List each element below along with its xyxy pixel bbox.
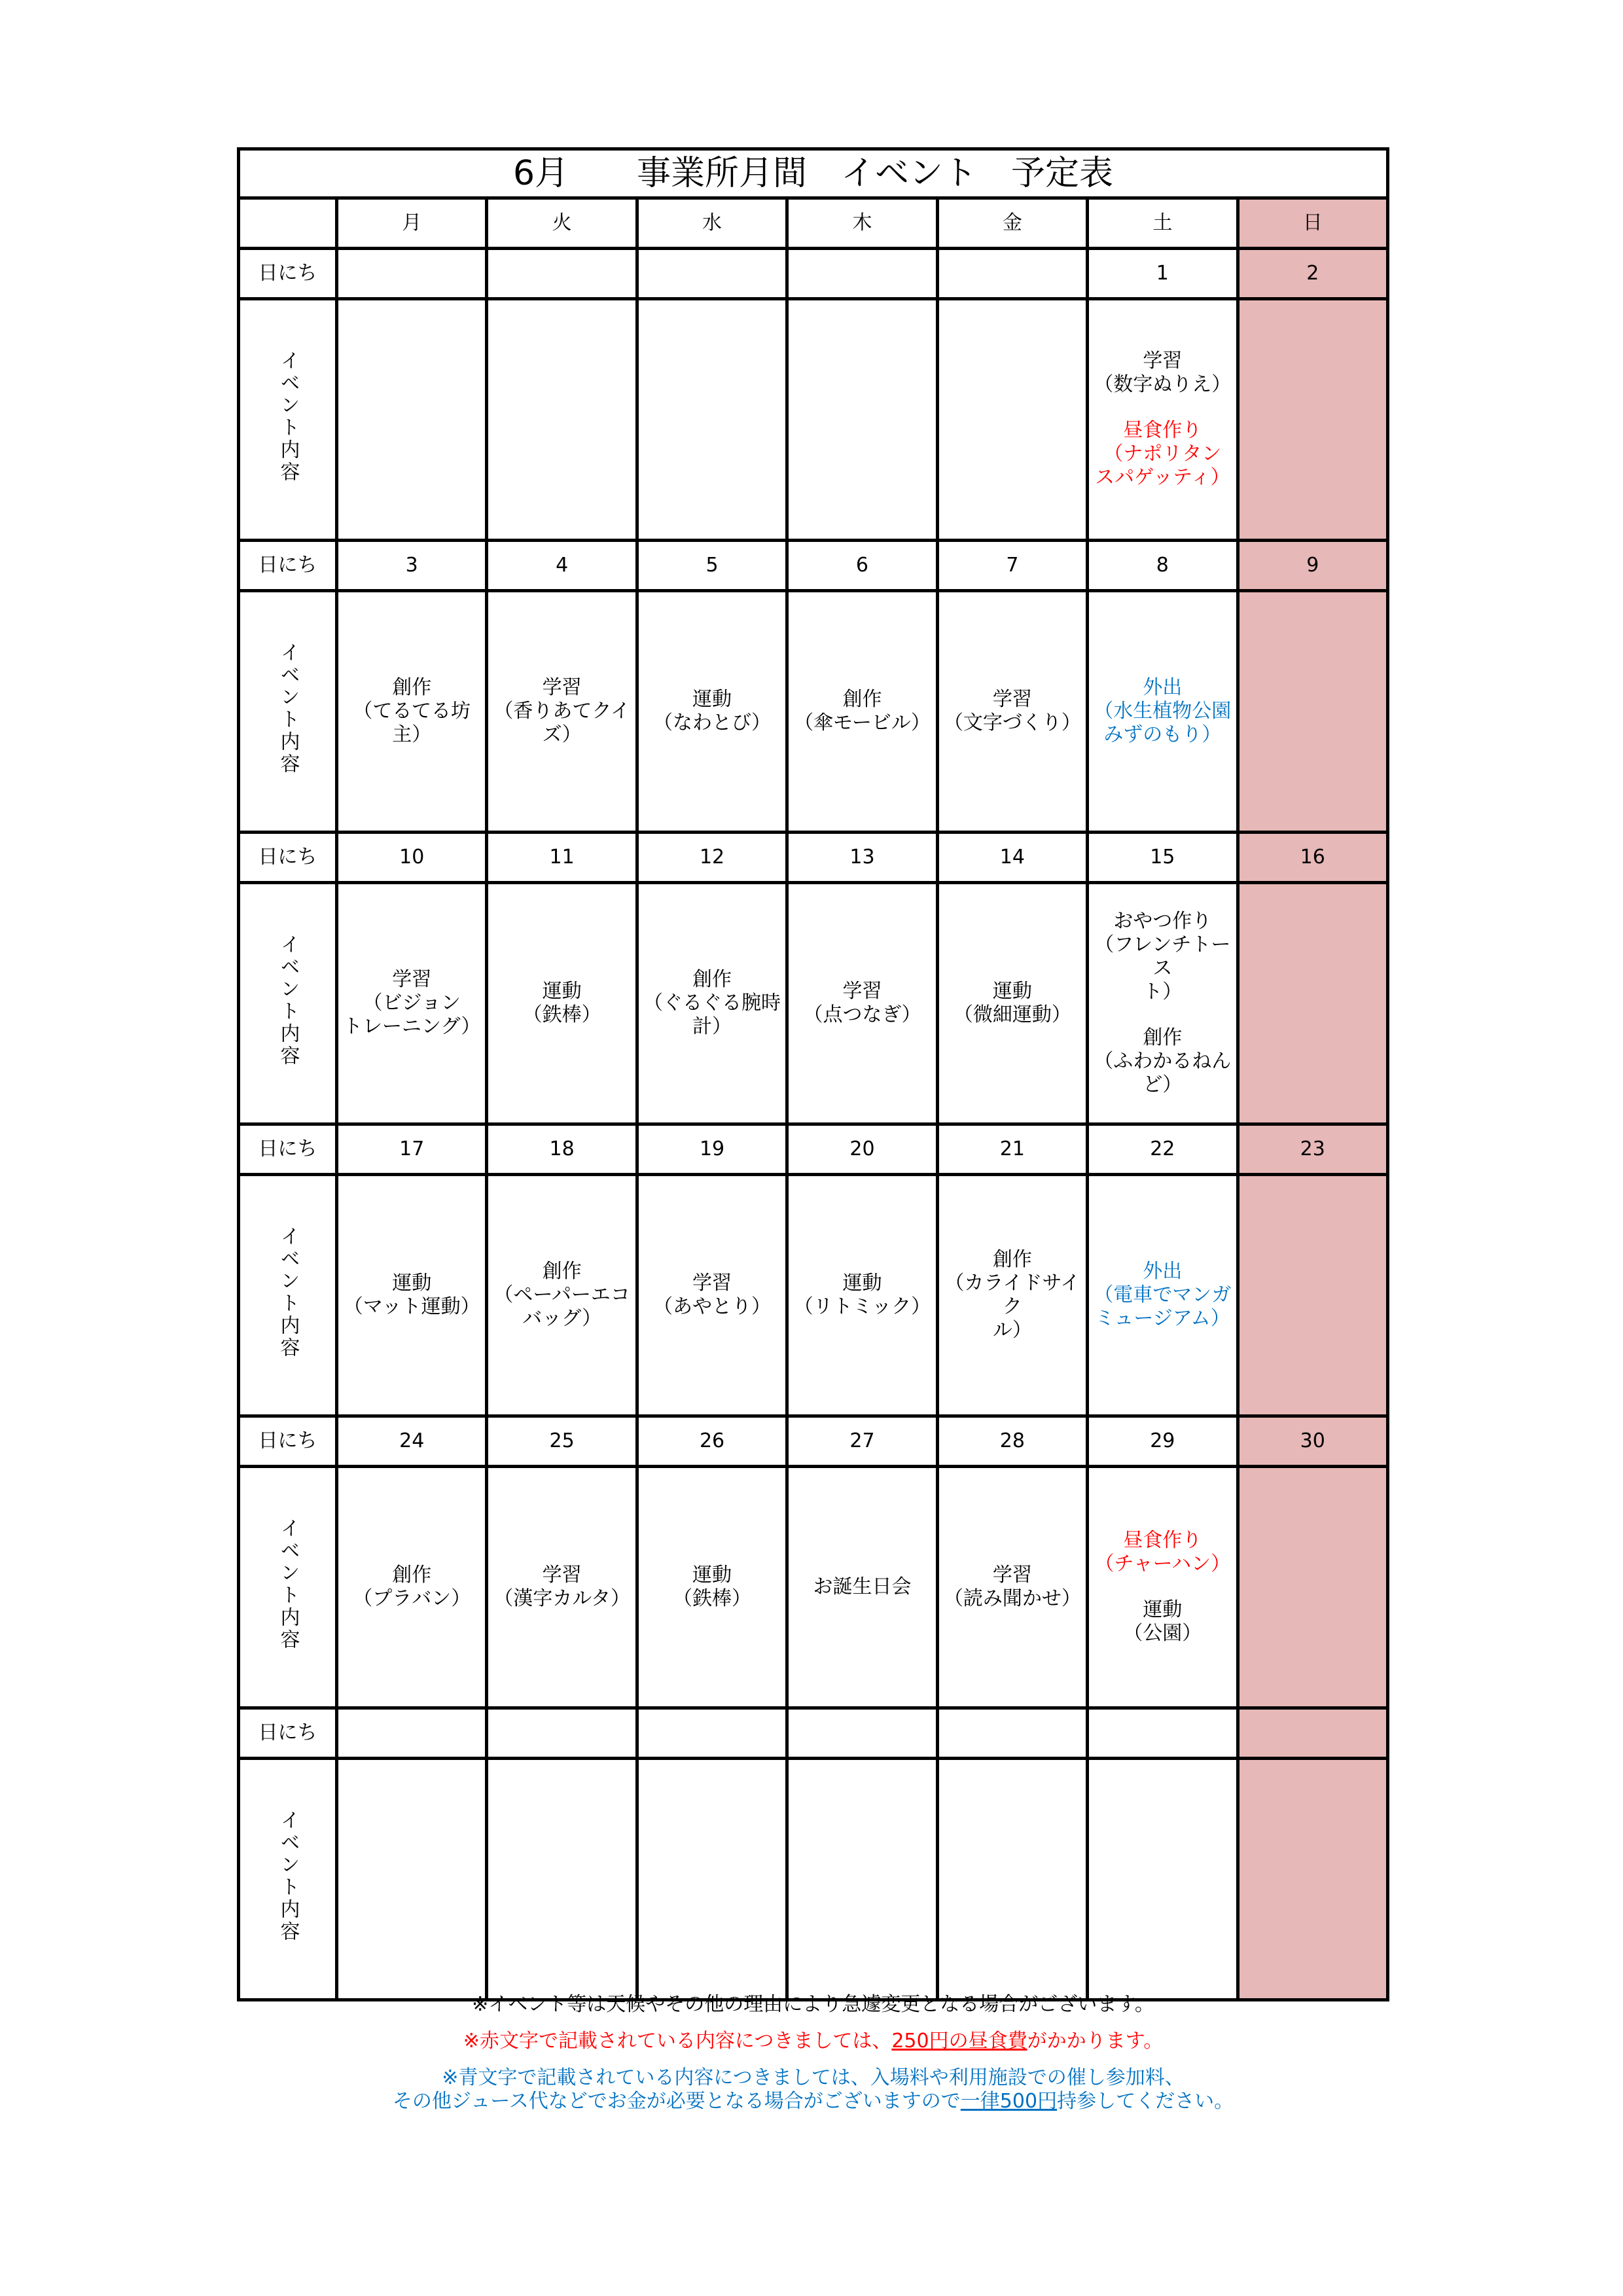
date-cell-sat: 1 — [1088, 249, 1238, 299]
event-cell-sat — [1088, 591, 1238, 833]
date-row — [239, 1124, 1388, 1175]
event-cell-tue — [487, 1175, 637, 1416]
event-cell-sun — [1238, 299, 1387, 541]
event-item: 運動 （公園） — [1123, 1598, 1202, 1645]
date-row-label: 日にち — [239, 1416, 337, 1467]
note-outing-fee-pre: その他ジュース代などでお金が必要となる場合がございますので — [392, 2090, 961, 2113]
event-row-label — [239, 1175, 337, 1416]
event-row-label-text: イベント内容 — [276, 1225, 300, 1359]
event-item: 運動 （なわとび） — [653, 688, 772, 734]
date-cell-sun: 30 — [1238, 1416, 1387, 1467]
event-cell-thu — [787, 591, 937, 833]
event-row — [239, 591, 1388, 833]
weekday-fri: 金 — [937, 198, 1087, 249]
event-cell-thu — [787, 883, 937, 1124]
event-cell-wed — [637, 591, 787, 833]
weekday-sat: 土 — [1088, 198, 1238, 249]
event-cell-sat — [1088, 1175, 1238, 1416]
event-item: 学習 （読み聞かせ） — [943, 1564, 1081, 1610]
event-item: 創作 （てるてる坊主） — [353, 676, 471, 746]
note-lunch-fee-post: がかかります。 — [1027, 2030, 1164, 2053]
event-item: お誕生日会 — [813, 1575, 912, 1598]
note-outing-fee-post: 持参してください。 — [1057, 2090, 1234, 2113]
event-cell-mon — [337, 1467, 487, 1708]
date-cell-sun: 2 — [1238, 249, 1387, 299]
date-cell-tue: 25 — [487, 1416, 637, 1467]
note-lunch-fee-pre: ※赤文字で記載されている内容につきましては、 — [463, 2030, 892, 2053]
date-cell-fri: 21 — [937, 1124, 1087, 1175]
event-row-label-text: イベント内容 — [276, 1809, 300, 1943]
date-cell-wed: 19 — [637, 1124, 787, 1175]
date-cell-mon: 24 — [337, 1416, 487, 1467]
date-cell-wed — [637, 1708, 787, 1759]
event-item: 創作 （プラバン） — [353, 1564, 471, 1610]
event-cell-fri — [937, 1175, 1087, 1416]
date-cell-mon — [337, 249, 487, 299]
event-cell-mon — [337, 883, 487, 1124]
event-cell-sun — [1238, 1759, 1387, 2000]
date-cell-thu: 6 — [787, 541, 937, 591]
header-corner — [239, 198, 337, 249]
event-item: 創作 （傘モービル） — [794, 688, 931, 734]
date-cell-mon — [337, 1708, 487, 1759]
event-cell-thu — [787, 1467, 937, 1708]
event-cell-sun — [1238, 1467, 1387, 1708]
event-row-label-text: イベント内容 — [276, 1517, 300, 1651]
date-cell-thu: 27 — [787, 1416, 937, 1467]
event-row-label — [239, 1759, 337, 2000]
event-item: 学習 （点つなぎ） — [803, 980, 921, 1026]
event-cell-sat — [1088, 299, 1238, 541]
date-cell-sun: 23 — [1238, 1124, 1387, 1175]
event-item: 運動 （鉄棒） — [673, 1564, 752, 1610]
date-cell-thu: 13 — [787, 833, 937, 883]
event-item: 外出 （水生植物公園 みずのもり） — [1094, 676, 1232, 746]
event-row — [239, 883, 1388, 1124]
event-row-label — [239, 883, 337, 1124]
date-cell-wed: 5 — [637, 541, 787, 591]
date-cell-sun: 16 — [1238, 833, 1387, 883]
event-item: 創作 （ふわかるねん ど） — [1094, 1026, 1232, 1096]
event-row — [239, 1759, 1388, 2000]
event-item: 運動 （微細運動） — [953, 980, 1071, 1026]
event-row-label-text: イベント内容 — [276, 350, 300, 484]
event-cell-mon — [337, 1175, 487, 1416]
event-item: 運動 （鉄棒） — [522, 980, 601, 1026]
date-cell-sat — [1088, 1708, 1238, 1759]
event-cell-wed — [637, 1467, 787, 1708]
event-row-label-text: イベント内容 — [276, 641, 300, 776]
event-cell-mon — [337, 1759, 487, 2000]
event-item: 学習 （あやとり） — [653, 1272, 772, 1318]
event-cell-wed — [637, 1759, 787, 2000]
event-cell-fri — [937, 883, 1087, 1124]
date-cell-tue: 4 — [487, 541, 637, 591]
event-cell-mon — [337, 591, 487, 833]
schedule-title-text: 6月 事業所月間 イベント 予定表 — [512, 154, 1114, 193]
event-row-label — [239, 299, 337, 541]
note-lunch-fee — [237, 2030, 1389, 2053]
event-cell-tue — [487, 299, 637, 541]
event-item: 学習 （数字ぬりえ） — [1094, 350, 1232, 396]
weekday-sun: 日 — [1238, 198, 1387, 249]
event-cell-fri — [937, 1467, 1087, 1708]
schedule-table — [237, 147, 1389, 2001]
date-cell-wed: 26 — [637, 1416, 787, 1467]
event-item: 学習 （漢字カルタ） — [493, 1564, 631, 1610]
event-cell-sun — [1238, 883, 1387, 1124]
event-cell-sat — [1088, 883, 1238, 1124]
date-row-label: 日にち — [239, 249, 337, 299]
event-cell-sat — [1088, 1467, 1238, 1708]
date-cell-fri: 28 — [937, 1416, 1087, 1467]
event-item: 学習 （ビジョン トレーニング） — [343, 968, 481, 1038]
event-item: 昼食作り （チャーハン） — [1094, 1529, 1231, 1575]
event-item: 学習 （文字づくり） — [943, 688, 1081, 734]
event-row — [239, 1467, 1388, 1708]
weekday-tue: 火 — [487, 198, 637, 249]
date-cell-fri: 7 — [937, 541, 1087, 591]
event-cell-thu — [787, 1175, 937, 1416]
date-cell-fri — [937, 249, 1087, 299]
event-cell-tue — [487, 1467, 637, 1708]
date-cell-sat: 29 — [1088, 1416, 1238, 1467]
weekday-thu: 木 — [787, 198, 937, 249]
note-weather: ※イベント等は天候やその他の理由により急遽変更となる場合がございます。 — [472, 1993, 1154, 2016]
event-row-label-text: イベント内容 — [276, 933, 300, 1067]
date-cell-tue — [487, 249, 637, 299]
date-cell-fri: 14 — [937, 833, 1087, 883]
event-item: 外出 （電車でマンガ ミュージアム） — [1094, 1260, 1232, 1330]
event-item: 創作 （ペーパーエコ バッグ） — [493, 1260, 630, 1330]
note-lunch-fee-amount: 250円の昼食費 — [891, 2030, 1027, 2053]
note-outing-fee-line1: ※青文字で記載されている内容につきましては、入場料や利用施設での催し参加料、 — [442, 2066, 1185, 2089]
event-item: 創作 （カライドサイク ル） — [944, 1248, 1080, 1342]
event-item: 昼食作り （ナポリタン スパゲッティ） — [1095, 419, 1230, 489]
event-cell-wed — [637, 883, 787, 1124]
date-row-label: 日にち — [239, 833, 337, 883]
event-cell-fri — [937, 1759, 1087, 2000]
event-item: おやつ作り （フレンチトース ト） — [1094, 910, 1231, 1003]
date-cell-fri — [937, 1708, 1087, 1759]
event-cell-wed — [637, 1175, 787, 1416]
date-cell-wed: 12 — [637, 833, 787, 883]
date-row — [239, 833, 1388, 883]
notes-section — [237, 1993, 1389, 2126]
event-item: 運動 （リトミック） — [793, 1272, 931, 1318]
event-cell-tue — [487, 591, 637, 833]
date-cell-sat: 15 — [1088, 833, 1238, 883]
event-item: 運動 （マット運動） — [343, 1272, 480, 1318]
event-row — [239, 1175, 1388, 1416]
note-outing-fee — [237, 2066, 1389, 2113]
date-row-label: 日にち — [239, 541, 337, 591]
date-row-label: 日にち — [239, 1708, 337, 1759]
weekday-header-row — [239, 198, 1388, 249]
date-cell-thu — [787, 249, 937, 299]
date-row-label: 日にち — [239, 1124, 337, 1175]
note-outing-fee-amount: 一律500円 — [960, 2090, 1058, 2113]
date-cell-mon: 17 — [337, 1124, 487, 1175]
date-row — [239, 541, 1388, 591]
date-cell-tue: 18 — [487, 1124, 637, 1175]
date-cell-sun: 9 — [1238, 541, 1387, 591]
event-cell-mon — [337, 299, 487, 541]
date-cell-thu — [787, 1708, 937, 1759]
event-row-label — [239, 1467, 337, 1708]
date-cell-sat: 8 — [1088, 541, 1238, 591]
event-cell-fri — [937, 591, 1087, 833]
schedule-title — [239, 149, 1388, 198]
date-cell-mon: 3 — [337, 541, 487, 591]
date-cell-sun — [1238, 1708, 1387, 1759]
event-row — [239, 299, 1388, 541]
date-cell-thu: 20 — [787, 1124, 937, 1175]
date-cell-tue — [487, 1708, 637, 1759]
date-cell-tue: 11 — [487, 833, 637, 883]
event-row-label — [239, 591, 337, 833]
event-cell-sun — [1238, 1175, 1387, 1416]
date-cell-wed — [637, 249, 787, 299]
event-cell-sat — [1088, 1759, 1238, 2000]
weekday-wed: 水 — [637, 198, 787, 249]
date-row — [239, 249, 1388, 299]
date-row — [239, 1416, 1388, 1467]
date-cell-mon: 10 — [337, 833, 487, 883]
event-cell-fri — [937, 299, 1087, 541]
event-cell-tue — [487, 883, 637, 1124]
date-row — [239, 1708, 1388, 1759]
event-cell-tue — [487, 1759, 637, 2000]
event-cell-thu — [787, 1759, 937, 2000]
event-cell-wed — [637, 299, 787, 541]
event-item: 創作 （ぐるぐる腕時 計） — [643, 968, 781, 1038]
event-cell-sun — [1238, 591, 1387, 833]
weekday-mon: 月 — [337, 198, 487, 249]
date-cell-sat: 22 — [1088, 1124, 1238, 1175]
event-cell-thu — [787, 299, 937, 541]
event-item: 学習 （香りあてクイ ズ） — [493, 676, 630, 746]
